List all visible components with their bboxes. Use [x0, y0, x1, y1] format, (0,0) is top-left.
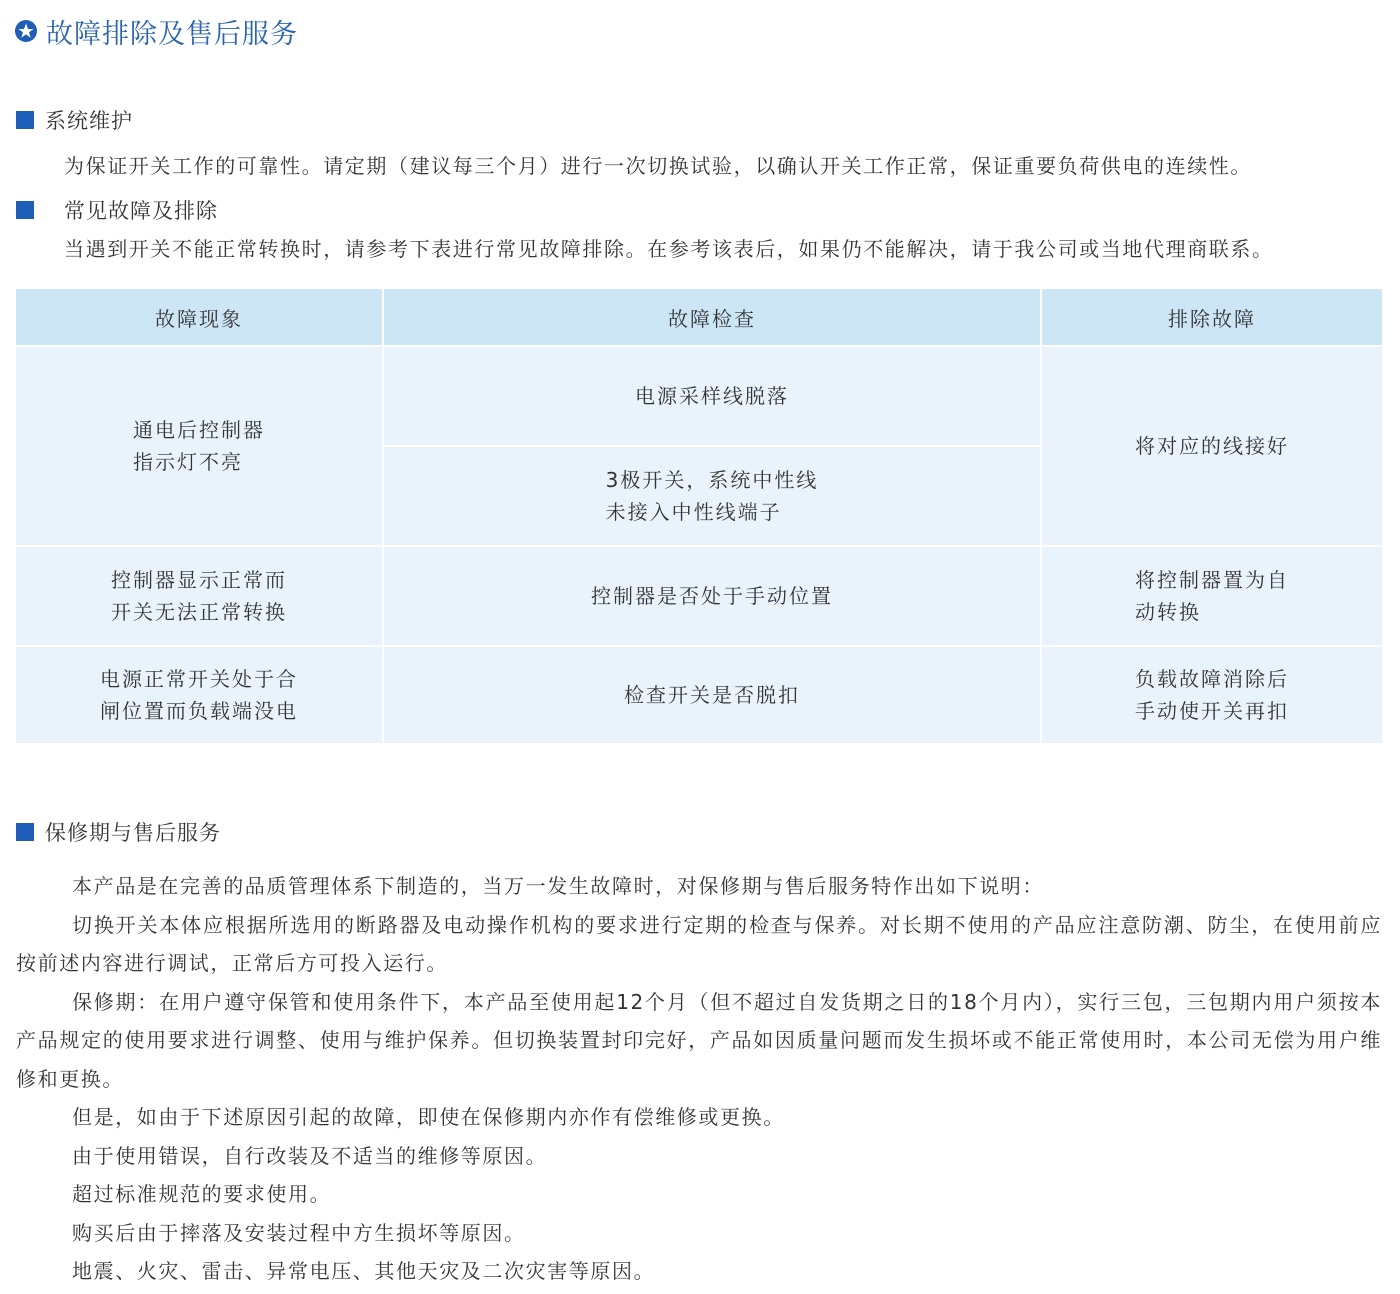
warranty-paragraph: 购买后由于摔落及安装过程中方生损坏等原因。	[72, 1220, 526, 1245]
warranty-paragraph: 地震、火灾、雷击、异常电压、其他天灾及二次灾害等原因。	[72, 1259, 656, 1283]
square-bullet-icon	[16, 823, 34, 841]
section-heading-text: 保修期与售后服务	[45, 821, 221, 845]
warranty-paragraph: 保修期：在用户遵守保管和使用条件下，本产品至使用起12个月（但不超过自发货期之日的18个月内），实行三包，三包期内用户须按本产品规定的使用要求进行调整、使用与维护保养。但切换装置封印完好，产品如因质量问题而发生损坏或不能正常使用时，本公司无偿为用户维修和更换。	[16, 989, 1382, 1091]
table-cell-symptom: 电源正常开关处于合 闸位置而负载端没电	[16, 646, 383, 744]
table-cell-remedy: 将对应的线接好	[1041, 346, 1382, 546]
table-header-cell: 故障检查	[383, 289, 1041, 346]
table-cell-check: 检查开关是否脱扣	[383, 646, 1041, 744]
table-cell-remedy: 负载故障消除后 手动使开关再扣	[1041, 646, 1382, 744]
page-title	[14, 10, 298, 52]
square-bullet-icon	[16, 111, 34, 129]
table-cell-check: 控制器是否处于手动位置	[383, 546, 1041, 646]
table-row	[16, 346, 1382, 446]
section-heading-troubleshooting	[16, 195, 218, 225]
fault-table	[16, 289, 1382, 745]
table-cell-check: 电源采样线脱落	[383, 346, 1041, 446]
warranty-paragraph: 超过标准规范的要求使用。	[72, 1182, 332, 1206]
table-header-cell: 故障现象	[16, 289, 383, 346]
square-bullet-icon	[16, 201, 34, 219]
table-header-cell: 排除故障	[1041, 289, 1382, 346]
warranty-body	[16, 867, 1382, 1291]
warranty-paragraph: 但是，如由于下述原因引起的故障，即使在保修期内亦作有偿维修或更换。	[72, 1105, 785, 1129]
maintenance-text: 为保证开关工作的可靠性。请定期（建议每三个月）进行一次切换试验，以确认开关工作正常，保证重要负荷供电的连续性。	[64, 154, 1252, 178]
page-title-text: 故障排除及售后服务	[46, 18, 298, 50]
section-heading-text: 系统维护	[45, 109, 133, 133]
section-heading-warranty	[16, 817, 221, 847]
table-row	[16, 546, 1382, 646]
table-cell-symptom: 控制器显示正常而 开关无法正常转换	[16, 546, 383, 646]
section-heading-text: 常见故障及排除	[64, 199, 218, 223]
table-cell-symptom: 通电后控制器 指示灯不亮	[16, 346, 383, 546]
table-header-row	[16, 289, 1382, 346]
section-heading-maintenance	[16, 105, 133, 135]
star-circle-icon	[14, 19, 38, 43]
table-cell-remedy: 将控制器置为自 动转换	[1041, 546, 1382, 646]
troubleshooting-text: 当遇到开关不能正常转换时，请参考下表进行常见故障排除。在参考该表后，如果仍不能解决，请于我公司或当地代理商联系。	[64, 237, 1274, 261]
warranty-paragraph: 本产品是在完善的品质管理体系下制造的，当万一发生故障时，对保修期与售后服务特作出如下说明：	[72, 874, 1044, 898]
warranty-paragraph: 切换开关本体应根据所选用的断路器及电动操作机构的要求进行定期的检查与保养。对长期不使用的产品应注意防潮、防尘，在使用前应按前述内容进行调试，正常后方可投入运行。	[16, 912, 1382, 975]
table-cell-check: 3极开关，系统中性线 未接入中性线端子	[383, 446, 1041, 546]
table-row	[16, 646, 1382, 744]
warranty-paragraph: 由于使用错误，自行改装及不适当的维修等原因。	[72, 1143, 548, 1168]
